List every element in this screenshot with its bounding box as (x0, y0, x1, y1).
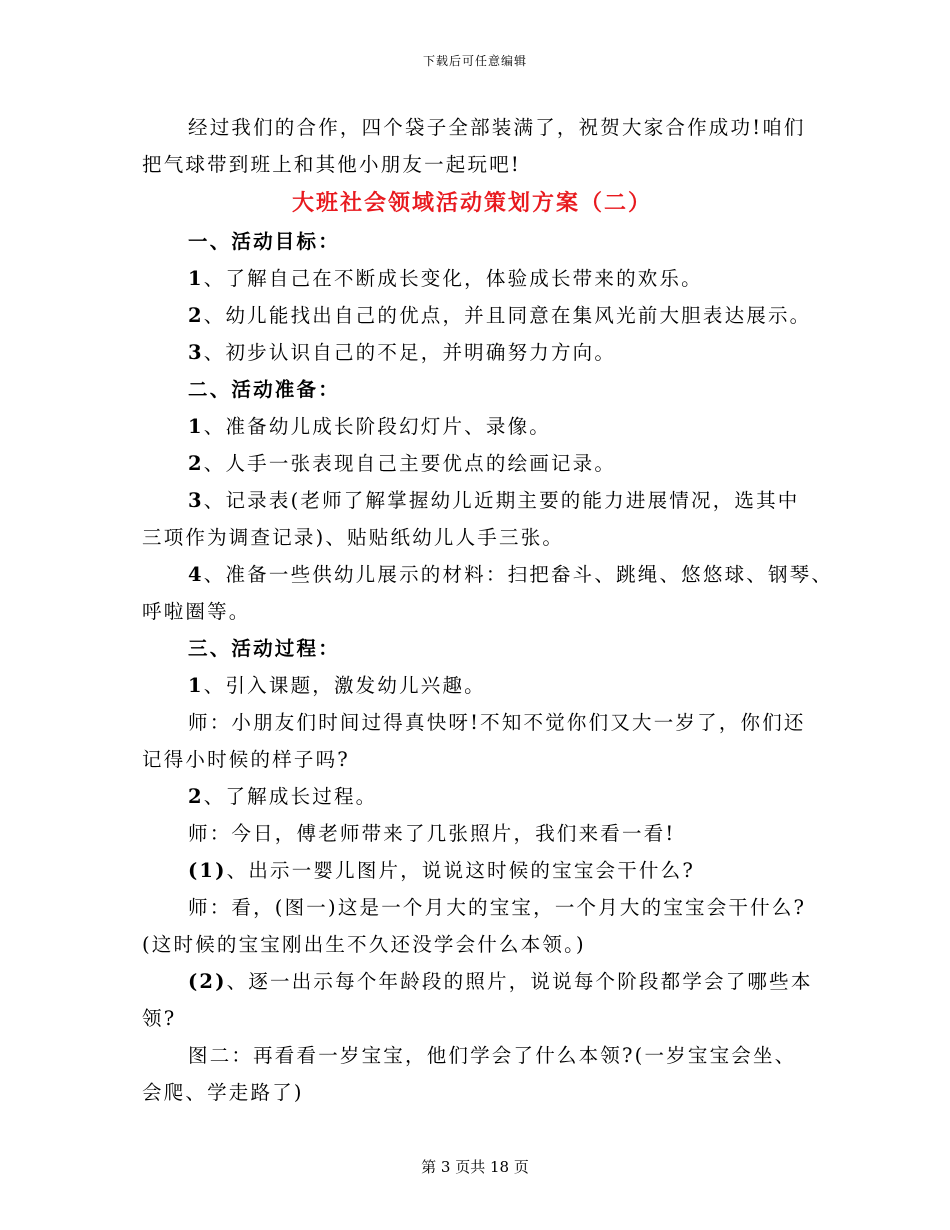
paragraph-line: 会爬、学走路了) (142, 1081, 304, 1104)
list-item (142, 667, 822, 704)
paragraph-line: 师：小朋友们时间过得真快呀!不知不觉你们又大一岁了，你们还 (188, 711, 806, 734)
section-heading: 一、活动目标： (188, 230, 340, 253)
item-number: 1 (188, 415, 204, 438)
item-number: 1 (188, 674, 204, 697)
list-item (142, 260, 822, 297)
intro-line: 把气球带到班上和其他小朋友一起玩吧! (142, 153, 521, 176)
list-item-continuation: 三项作为调查记录)、贴贴纸幼儿人手三张。 (142, 526, 565, 549)
item-text: 、出示一婴儿图片，说说这时候的宝宝会干什么? (226, 859, 695, 882)
item-number: 2 (188, 304, 204, 327)
paragraph-line: 记得小时候的样子吗? (142, 748, 350, 771)
list-item (142, 963, 822, 1000)
paragraph-line: 师：看，(图一)这是一个月大的宝宝，一个月大的宝宝会干什么? (188, 896, 807, 919)
item-text: 、准备一些供幼儿展示的材料：扫把畚斗、跳绳、悠悠球、钢琴、 (203, 563, 834, 586)
item-number: 4 (188, 563, 204, 586)
list-item (142, 445, 822, 482)
list-item (142, 482, 822, 519)
section-heading: 二、活动准备： (188, 378, 340, 401)
page-header: 下载后可任意编辑 (422, 54, 527, 68)
item-number: 1 (188, 267, 204, 290)
item-number: 3 (188, 489, 204, 512)
item-text: 、准备幼儿成长阶段幻灯片、录像。 (203, 415, 551, 438)
paragraph-line: 师：今日，傅老师带来了几张照片，我们来看一看! (188, 822, 676, 845)
list-item (142, 334, 822, 371)
list-item-continuation: 领? (142, 1007, 177, 1030)
page-footer: 第 3 页共 18 页 (421, 1158, 529, 1176)
paragraph-line: 图二：再看看一岁宝宝，他们学会了什么本领?(一岁宝宝会坐、 (188, 1044, 797, 1067)
item-text: 、记录表(老师了解掌握幼儿近期主要的能力进展情况，选其中 (203, 489, 800, 512)
item-text: 、逐一出示每个年龄段的照片，说说每个阶段都学会了哪些本 (226, 970, 813, 993)
intro-line: 经过我们的合作，四个袋子全部装满了，祝贺大家合作成功!咱们 (188, 116, 806, 139)
document-body (142, 109, 834, 1111)
item-text: 、初步认识自己的不足，并明确努力方向。 (203, 341, 617, 364)
section-heading: 三、活动过程： (188, 637, 340, 660)
list-item (142, 297, 822, 334)
list-item (142, 852, 822, 889)
list-item (142, 778, 822, 815)
item-number: (2) (188, 970, 227, 993)
item-number: 2 (188, 452, 204, 475)
item-number: (1) (188, 859, 227, 882)
item-number: 3 (188, 341, 204, 364)
paragraph-line: (这时候的宝宝刚出生不久还没学会什么本领。) (142, 933, 586, 956)
item-text: 、了解成长过程。 (203, 785, 378, 808)
item-text: 、人手一张表现自己主要优点的绘画记录。 (203, 452, 617, 475)
item-text: 、引入课题，激发幼儿兴趣。 (203, 674, 486, 697)
item-number: 2 (188, 785, 204, 808)
section-title: 大班社会领域活动策划方案（二） (291, 190, 652, 216)
item-text: 、幼儿能找出自己的优点，并且同意在集风光前大胆表达展示。 (203, 304, 812, 327)
item-text: 、了解自己在不断成长变化，体验成长带来的欢乐。 (203, 267, 703, 290)
list-item (142, 408, 822, 445)
list-item (142, 556, 834, 593)
list-item-continuation: 呼啦圈等。 (142, 600, 251, 623)
